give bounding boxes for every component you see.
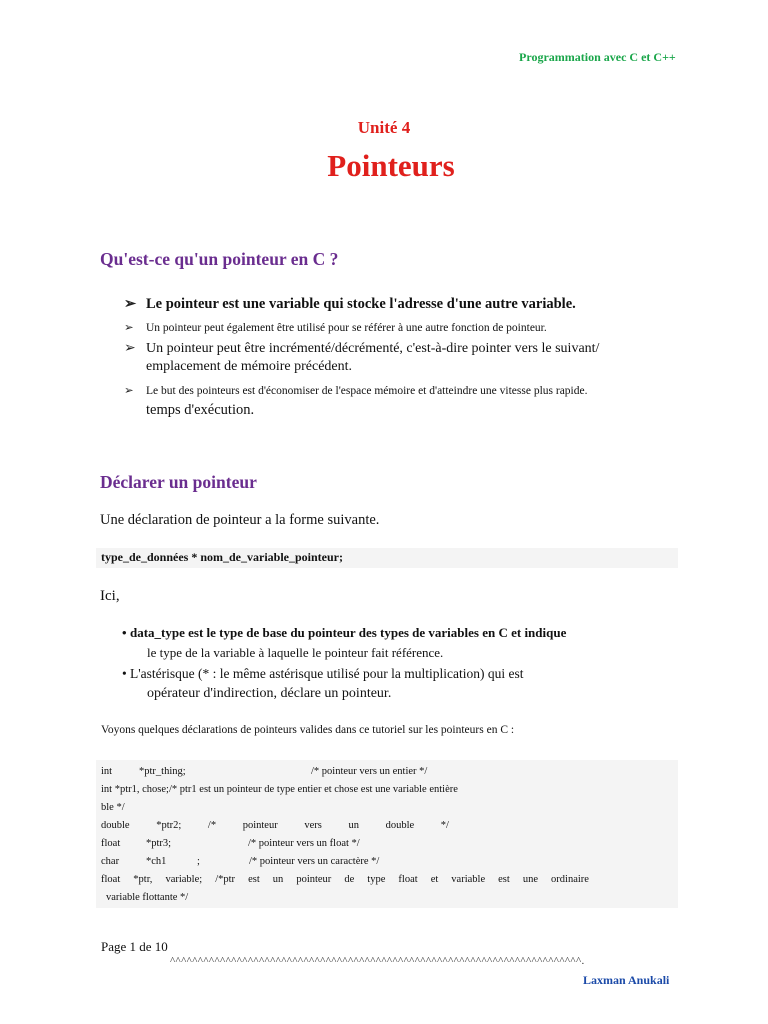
code-token: char xyxy=(101,856,120,867)
code-token: un xyxy=(272,874,284,885)
code-justified-row xyxy=(101,820,449,831)
list-item-text: L'astérisque (* : le même astérisque utilisé pour la multiplication) qui est xyxy=(130,666,524,681)
bullet-continuation: emplacement de mémoire précédent. xyxy=(146,359,353,374)
bullet-item xyxy=(124,340,599,357)
code-token: variable xyxy=(451,874,486,885)
bullet-text: Un pointeur peut être incrémenté/décrémenté, c'est-à-dire pointer vers le suivant/ xyxy=(146,341,600,356)
arrow-bullet-icon: ➢ xyxy=(124,296,137,312)
code-token: float xyxy=(398,874,418,885)
arrow-bullet-icon: ➢ xyxy=(124,341,136,356)
list-item xyxy=(122,666,523,682)
declaration-intro: Une déclaration de pointeur a la forme suivante. xyxy=(100,512,380,528)
arrow-bullet-icon: ➢ xyxy=(124,385,134,397)
code-justified-row xyxy=(101,874,589,885)
bullet-item xyxy=(124,320,547,334)
arrow-bullet-icon: ➢ xyxy=(124,322,134,334)
code-token: */ xyxy=(440,820,449,831)
code-token: ; xyxy=(197,856,200,867)
section-heading-what-is-pointer: Qu'est-ce qu'un pointeur en C ? xyxy=(100,249,339,269)
footer-separator: ^^^^^^^^^^^^^^^^^^^^^^^^^^^^^^^^^^^^^^^^^^^^^^^^^^^^^^^^^^^^^^^^^^^^^^^^^^. xyxy=(170,955,585,967)
code-token: /*ptr xyxy=(215,874,236,885)
code-token: est xyxy=(498,874,510,885)
list-item xyxy=(122,625,566,641)
examples-intro: Voyons quelques déclarations de pointeurs valides dans ce tutoriel sur les pointeurs en C : xyxy=(101,724,515,736)
bullet-text: Un pointeur peut également être utilisé pour se référer à une autre fonction de pointeur. xyxy=(146,322,547,334)
code-token: /* xyxy=(207,820,217,831)
code-comment: /* pointeur vers un entier */ xyxy=(311,766,428,777)
list-item-continuation: le type de la variable à laquelle le pointeur fait référence. xyxy=(147,645,444,660)
code-line xyxy=(101,874,589,885)
code-line: int *ptr1, chose;/* ptr1 est un pointeur de type entier et chose est une variable entière xyxy=(101,784,458,795)
author-name: Laxman Anukali xyxy=(583,973,670,987)
code-token: variable; xyxy=(165,874,203,885)
code-line: variable flottante */ xyxy=(106,892,189,903)
code-token: *ptr_thing; xyxy=(139,766,186,777)
bullet-continuation: temps d'exécution. xyxy=(146,402,255,418)
code-line xyxy=(101,820,449,831)
code-token: ordinaire xyxy=(551,874,589,885)
code-token: de xyxy=(344,874,355,885)
page-number: Page 1 de 10 xyxy=(101,939,168,954)
bullet-item xyxy=(124,296,576,313)
section-heading-declare-pointer: Déclarer un pointeur xyxy=(100,472,257,492)
code-token: double xyxy=(101,820,130,831)
dot-bullet-icon: • xyxy=(122,625,127,640)
code-comment: /* pointeur vers un float */ xyxy=(248,838,360,849)
unit-label: Unité 4 xyxy=(357,118,411,137)
syntax-line: type_de_données * nom_de_variable_pointeur; xyxy=(101,550,344,564)
ici-label: Ici, xyxy=(100,588,120,604)
bullet-text: Le but des pointeurs est d'économiser de l'espace mémoire et d'atteindre une vitesse plus rapide. xyxy=(146,385,588,397)
code-token: vers xyxy=(304,820,322,831)
code-token: un xyxy=(348,820,359,831)
page-title: Pointeurs xyxy=(327,148,455,183)
code-comment: /* pointeur vers un caractère */ xyxy=(249,856,380,867)
list-item-continuation: opérateur d'indirection, déclare un pointeur. xyxy=(147,686,392,701)
code-token: pointeur xyxy=(242,820,278,831)
code-token: *ptr2; xyxy=(156,820,182,831)
code-token: float xyxy=(101,874,121,885)
code-token: une xyxy=(522,874,539,885)
code-token: float xyxy=(101,838,121,849)
code-line: ble */ xyxy=(101,802,125,813)
code-token: et xyxy=(430,874,439,885)
header-course-title: Programmation avec C et C++ xyxy=(519,50,676,64)
bullet-item xyxy=(124,383,587,397)
code-token: type xyxy=(367,874,386,885)
code-token: double xyxy=(385,820,415,831)
bullet-text: Le pointeur est une variable qui stocke l'adresse d'une autre variable. xyxy=(146,296,576,312)
code-token: est xyxy=(248,874,260,885)
code-token: *ch1 xyxy=(146,856,167,867)
code-block xyxy=(96,760,678,908)
code-token: *ptr3; xyxy=(146,838,172,849)
code-token: int xyxy=(101,766,113,777)
dot-bullet-icon: • xyxy=(122,666,127,681)
code-token: pointeur xyxy=(296,874,332,885)
code-token: *ptr, xyxy=(133,874,153,885)
list-item-text: data_type est le type de base du pointeur des types de variables en C et indique xyxy=(130,625,567,640)
